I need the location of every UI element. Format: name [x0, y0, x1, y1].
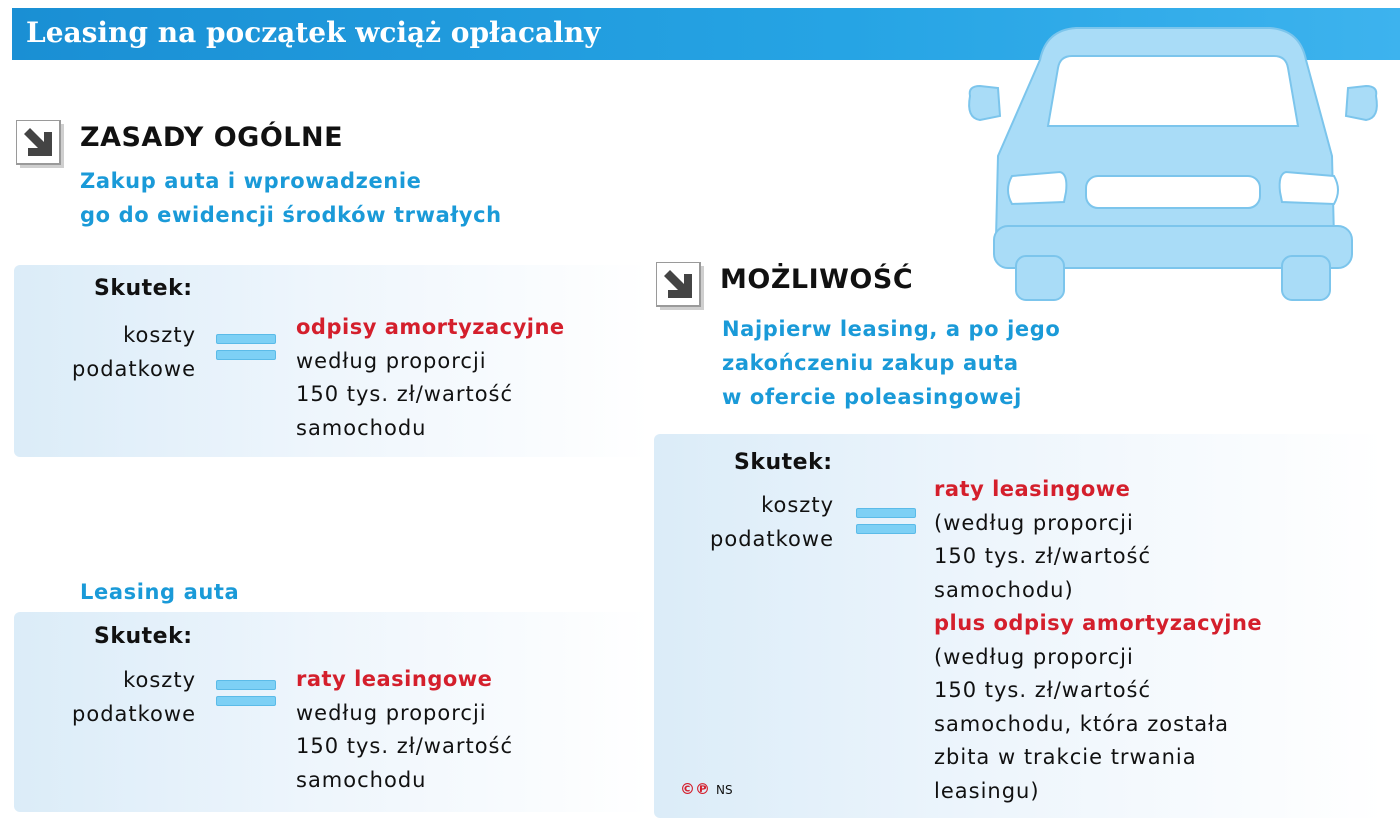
arrow-down-right-icon	[16, 120, 66, 170]
page-title: Leasing na początek wciąż opłacalny	[26, 16, 601, 49]
skutek-label: Skutek:	[94, 276, 193, 301]
skutek-label: Skutek:	[94, 624, 193, 649]
section-subhead-possibility: Najpierw leasing, a po jego zakończeniu zakup auta w ofercie poleasingowej	[722, 317, 1061, 409]
credit	[680, 780, 733, 798]
tax-costs-label: koszty podatkowe	[710, 493, 834, 551]
equals-icon	[216, 678, 276, 708]
section-subhead-leasing: Leasing auta	[80, 580, 240, 604]
arrow-down-right-icon	[656, 262, 706, 312]
car-icon	[960, 16, 1386, 306]
effect-result-leasing: raty leasingowe według proporcji 150 tys. zł/wartość samochodu	[296, 667, 514, 792]
effect-result-general: odpisy amortyzacyjne według proporcji 150 tys. zł/wartość samochodu	[296, 315, 565, 440]
tax-costs-label: koszty podatkowe	[72, 668, 196, 726]
section-heading-possibility: MOŻLIWOŚĆ	[720, 264, 914, 295]
copyright-icon: ©℗	[680, 780, 710, 798]
tax-costs-label: koszty podatkowe	[72, 323, 196, 381]
equals-icon	[216, 332, 276, 362]
equals-icon	[856, 506, 916, 536]
skutek-label: Skutek:	[734, 450, 833, 475]
credit-author: NS	[716, 783, 733, 797]
section-subhead-general: Zakup auta i wprowadzenie go do ewidencji środków trwałych	[80, 169, 502, 227]
section-heading-general: ZASADY OGÓLNE	[80, 122, 344, 153]
effect-result-possibility: raty leasingowe (według proporcji 150 tys. zł/wartość samochodu) plus odpisy amortyzacyjne (według proporcji 150 tys. zł/wartość samochodu, która została zbita w trakcie trwania leasingu)	[934, 477, 1263, 803]
